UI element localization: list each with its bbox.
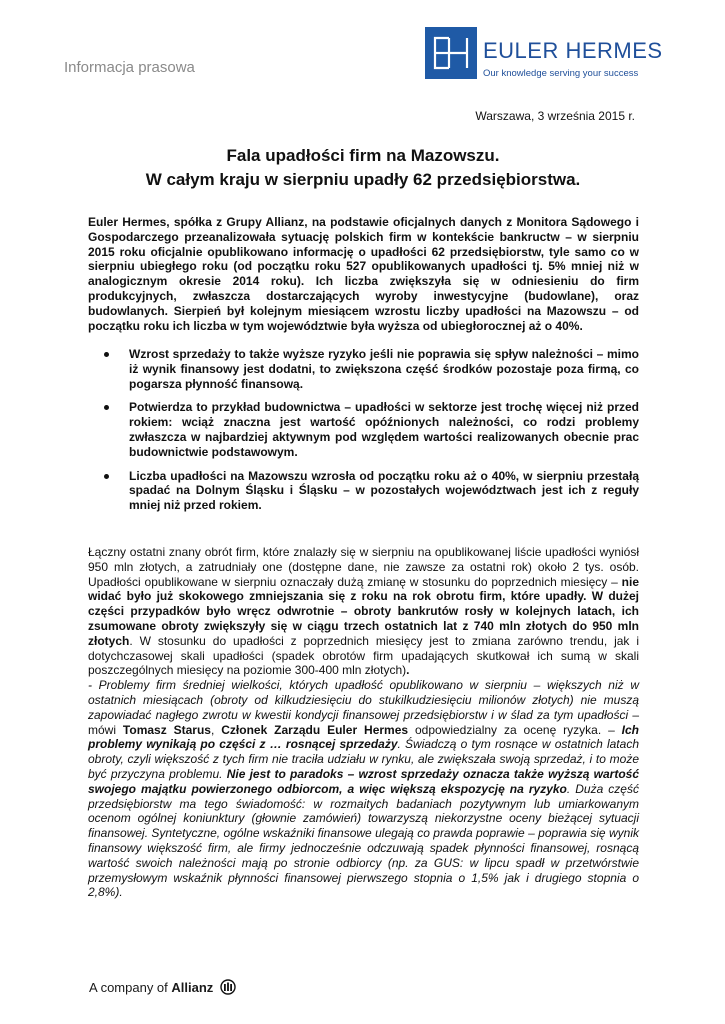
bullet-icon [104, 474, 109, 479]
logo-tagline: Our knowledge serving your success [483, 68, 639, 79]
text-run: . W stosunku do upadłości z poprzednich miesięcy jest to zmiana zarówno trendu, jak i dotychczasowej skali upadłości (spadek obrotów firm upadających skutkował ich sumą w skali poszczególnych miesięcy na poziomie 300-400 mln złotych) [88, 633, 639, 678]
headline [64, 144, 662, 192]
body-paragraph-quote [88, 678, 639, 900]
logo-brand-name: EULER HERMES [483, 38, 663, 63]
key-point [88, 347, 639, 391]
quote-run: - Problemy firm średniej wielkości, których upadłość opublikowano w sierpniu – większych niż w ostatnich miesiącach (obroty od kilkudziesięciu do stukilkudziesięciu milionów złotych) nie muszą zapowiadać nagłego zwrotu w kwestii kondycji finansowej przedsiębiorstw i w ślad za tym upadłości [88, 678, 639, 722]
allianz-eagle-icon [220, 979, 236, 995]
key-point-text: Liczba upadłości na Mazowszu wzrosła od początku roku aż o 40%, w sierpniu przestałą spadać na Dolnym Śląsku i Śląsku – w pozostałych województwach jest ich z reguły mniej niż przed rokiem. [129, 468, 639, 513]
quote-run-bold: Nie jest to paradoks – wzrost sprzedaży oznacza także wyższą wartość swojego majątku powierzonego odbiorcom, a więc większą ekspozycję na ryzyko [88, 766, 639, 796]
speaker-name: Tomasz Starus [122, 722, 211, 737]
lead-paragraph: Euler Hermes, spółka z Grupy Allianz, na podstawie oficjalnych danych z Monitora Sądowego i Gospodarczego przeanalizowała sytuację polskich firm w kontekście bankructw – w sierpniu 2015 roku oficjalnie opublikowano informację o upadłości 62 przedsiębiorstw, tyle samo co w sierpniu ubiegłego roku (od początku roku 527 opublikowanych upadłości tj. 5% mniej niż w analogicznym okresie 2014 roku). Ich liczba zwiększyła się w odniesieniu do firm produkcyjnych, zwłaszcza dostarczających wyroby inwestycyjne (budowlane), oraz budowlanych. Sierpień był kolejnym miesiącem wzrostu liczby upadłości na Mazowszu – od początku roku ich liczba w tym województwie była wyższa od ubiegłorocznej aż o 40%. [88, 215, 639, 333]
quote-run-bold: Ich problemy wynikają po części z … rosnącej sprzedaży [88, 722, 640, 752]
key-point-text: Potwierdza to przykład budownictwa – upadłości w sektorze jest trochę więcej niż przed rokiem: wciąż znaczna jest wartość opóźnionych należności, co rodzi problemy zwłaszcza w najbardziej aktywnym pod względem wartości realizowanych obecnie prac budownictwie podstawowym. [129, 400, 639, 459]
euler-hermes-logo [425, 27, 663, 79]
speaker-role: Członek Zarządu Euler Hermes [221, 722, 409, 737]
text-run-bold: . [406, 663, 410, 678]
headline-line-2: W całym kraju w sierpniu upadły 62 przedsiębiorstwa. [145, 170, 581, 189]
footer-company-line [89, 979, 236, 995]
text-run-bold: nie widać było już skokowego zmniejszania się z roku na rok obrotu firm, które upadły. W dużej części przypadków było wręcz odwrotnie – obroty bankrutów rosły w kolejnych latach, ich zsumowane obroty zwiększyły się w ciągu trzech ostatnich lat z 740 mln złotych do 950 mln złotych [88, 574, 639, 648]
text-run: Łączny ostatni znany obrót firm, które znalazły się w sierpniu na opublikowanej liście upadłości wyniósł 950 mln złotych, a zatrudniały one (dostępne dane, nie zawsze za ostatni rok) około 2 tys. osób. Upadłości opublikowane w sierpniu oznaczały dużą zmianę w stosunku do poprzednich miesięcy – [88, 545, 639, 589]
bullet-icon [104, 405, 109, 410]
footer-brand: Allianz [171, 980, 214, 995]
footer-prefix: A company of [89, 980, 172, 995]
headline-line-1: Fala upadłości firm na Mazowszu. [226, 146, 500, 165]
bullet-icon [104, 352, 109, 357]
key-point [88, 469, 639, 513]
key-points-list [88, 347, 639, 522]
article-body [88, 545, 639, 900]
quote-run: . Duża część przedsiębiorstw ma tego świadomość: w rozmaitych badaniach pozytywnym lub umiarkowanym ocenom ogólnej koniunktury (głownie zamówień) towarzyszą niekorzystne oceny bieżącej sytuacji finansowej. Syntetyczne, ogólne wskaźniki finansowe ulegają co prawda poprawie – poprawia się wynik finansowy większość firm, ale firmy jednocześnie odczuwają spadek płynności finansowej, rosnącą wartość swoich należności mają po stronie odbiorcy (np. za GUS: w lipcu spadł w przetwórstwie przemysłowym wskaźnik płynności finansowej pierwszego stopnia o 1,5% jak i drugiego stopnia o 2,8%). [88, 781, 639, 900]
quote-run: . Świadczą o tym rosnące w ostatnich latach obroty, czyli większość z tych firm nie traciła udziału w rynku, ale zwiększała swoją sprzedaż, i to może być przyczyna problemu. [88, 737, 639, 781]
key-point-text: Wzrost sprzedaży to także wyższe ryzyko jeśli nie poprawia się spływ należności – mimo iż wynik finansowy jest dodatni, to zwiększona część środków pozostaje poza firmą, co pogarsza płynność finansową. [129, 347, 639, 391]
text-run: – mówi [88, 707, 639, 737]
text-run: , [210, 722, 222, 737]
release-date: Warszawa, 3 września 2015 r. [475, 109, 635, 123]
text-run: odpowiedzialny za ocenę ryzyka. – [408, 722, 622, 737]
body-paragraph-turnover [88, 545, 639, 678]
eh-monogram-icon [425, 27, 477, 79]
key-point [88, 400, 639, 459]
press-release-label: Informacja prasowa [64, 59, 195, 76]
